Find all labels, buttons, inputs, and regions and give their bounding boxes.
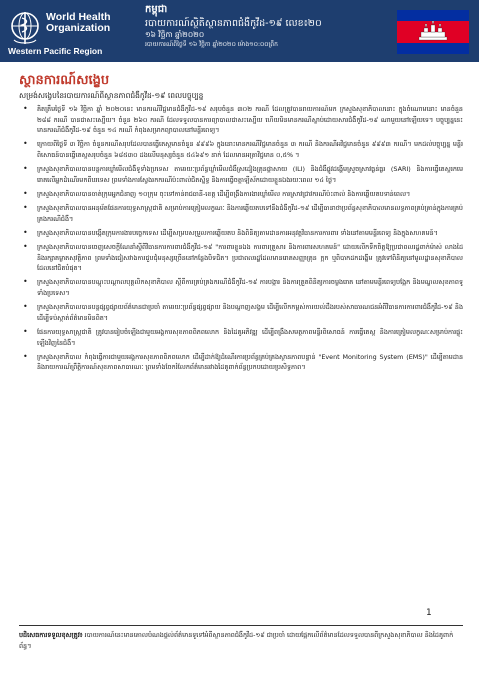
bullet-item: • ក្រសួងសុខាភិបាលបានចាត់ក្រុមអ្នកជំនាញ ១០ក្រុម ចុះទៅកាន់រាជធានី-ខេត្ត ដើម្បីពង្រឹងការងារឃ្លាំមើល ការស្រាវជ្រាវករណីប៉ះពាល់ និងការឆ្លើយតបទាន់ពេល។ <box>19 189 463 200</box>
report-date: ១៦ វិច្ឆិកា ឆ្នាំ២០២០ <box>145 30 205 39</box>
report-period: របាយការណ៍ពីថ្ងៃទី ១៦ វិច្ឆិកា ឆ្នាំ២០២០ ម៉ោង១០:០០ព្រឹក <box>145 41 278 48</box>
header-text <box>145 4 390 50</box>
section-subtitle: សម្រង់សង្ខេបនៃរបាយការណ៍ពីស្ថានភាពជំងឺកូវីដ-១៩ ពេលបច្ចុប្បន្ន <box>19 91 204 100</box>
country-name: កម្ពុជា <box>145 4 168 15</box>
who-emblem-icon <box>8 10 42 48</box>
cambodia-flag-icon <box>397 10 469 54</box>
bullet-item: • ក្រសួងសុខាភិបាលបានបន្តការឃ្លាំមើលជំងឺទូទាំងប្រទេស តាមរយៈប្រព័ន្ធឃ្លាំមើលជំងឺស្រដៀងគ្រុនផ្តាសាយ (ILI) និងជំងឺផ្លូវដង្ហើមស្រួចស្រាវធ្ងន់ធ្ងរ (SARI) និងការធ្វើតេស្តរកមេរោគលើអ្នកដំណើរមកពីបរទេស ព្រមទាំងការស្វែងរកករណីប៉ះពាល់ជិតស្និទ្ធ និងការធ្វើចត្តាឡីស័កដោយខ្លួនឯងរយៈពេល ១៤ ថ្ងៃ។ <box>19 164 463 185</box>
report-title: របាយការណ៍ស្ថិតិស្ថានភាពជំងឺកូវីដ-១៩ លេខ៖២០ <box>145 18 322 29</box>
page-number: 1 <box>426 608 432 618</box>
bullet-item: • ក្រោយពីថ្ងៃទី ៣ វិច្ឆិកា ចំនួនករណីសរុបដែលបានធ្វើតេស្តមានចំនួន ៩៩៩៦ ក្នុងនោះមានករណីវិជ្ជមានចំនួន ៣ ករណី និងករណីអវិជ្ជមានចំនួន ៩៩៩៣ ករណី។ មកដល់បច្ចុប្បន្ន មន្ទីរពិសោធន៍បានធ្វើតេស្តសរុបចំនួន ៦៨៥៣០ ដងលើមនុស្សចំនួន ៥៤៦៩១ នាក់ ដែលមានអត្រាវិជ្ជមាន ០,៥% ។ <box>19 139 463 160</box>
footer-divider <box>19 625 463 626</box>
report-header <box>0 0 479 62</box>
bullet-item: • ក្រសួងសុខាភិបាល កំពុងធ្វើការជាមួយអង្គការសុខភាពពិភពលោក ដើម្បីដាក់ឱ្យដំណើរការប្រព័ន្ធគ្រប់គ្រងស្ថានភាពបន្ទាន់ "Event Monitoring System (EMS)" ដើម្បីតាមដាន និងរាយការណ៍ព្រឹត្តិការណ៍សុខភាពសាធារណៈ ព្រមទាំងចែករំលែកព័ត៌មានរវាងដៃគូពាក់ព័ន្ធប្រកបដោយប្រសិទ្ធភាព។ <box>19 352 463 373</box>
bullet-item: • គិតត្រឹមថ្ងៃទី ១៦ វិច្ឆិកា ឆ្នាំ ២០២០នេះ មានករណីវិជ្ជមានជំងឺកូវីដ-១៩ សរុបចំនួន ៣០២ ករណី ដែលត្រូវបានរាយការណ៍មក ក្រសួងសុខាភិបាលនោះ ក្នុងចំណោមនោះ មានចំនួន ២៨៨ ករណី បានជាសះស្បើយ។ ចំនួន ២៦០ ករណី ដែលទទួលបានការព្យាបាលជាសះស្បើយ ហើយមិនមានករណីស្លាប់ដោយសារជំងឺកូវីដ-១៩ ណាមួយនៅឡើយទេ។ បច្ចុប្បន្ននេះ មានករណីជំងឺកូវីដ-១៩ ចំនួន ១៤ ករណី កំពុងសម្រាកព្យាបាលនៅមន្ទីរពេទ្យ។ <box>19 104 463 136</box>
disclaimer-text: របាយការណ៍នេះមានគោលបំណងផ្តល់ព័ត៌មានទូទៅអំពីស្ថានភាពជំងឺកូវីដ-១៩ ជាប្រចាំ ដោយផ្អែកលើព័ត៌មានដែលទទួលបានពីក្រសួងសុខាភិបាល និងដៃគូពាក់ព័ន្ធ។ <box>19 631 454 650</box>
bullet-item: • ក្រសួងសុខាភិបាលបានបន្តផ្សព្វផ្សាយព័ត៌មានជាប្រចាំ តាមរយៈប្រព័ន្ធផ្សព្វផ្សាយ និងបណ្តាញសង្គម ដើម្បីលើកកម្ពស់ការយល់ដឹងរបស់សាធារណជនអំពីវិធានការការពារជំងឺកូវីដ-១៩ និងដើម្បីទប់ស្កាត់ព័ត៌មានមិនពិត។ <box>19 302 463 323</box>
footer-disclaimer <box>19 630 463 651</box>
logo-region: Western Pacific Region <box>8 46 103 56</box>
section-title: ស្ថានការណ៍សង្ខេប <box>19 73 110 88</box>
logo-line-1: World Health <box>46 11 111 23</box>
bullet-item: • ផែនការយុទ្ធសាស្ត្រជាតិ ត្រូវបានរៀបចំឡើងជាមួយអង្គការសុខភាពពិភពលោក និងដៃគូអភិវឌ្ឍ ដើម្បីពង្រឹងសមត្ថភាពមន្ទីរពិសោធន៍ ការធ្វើតេស្ត និងការត្រៀមលក្ខណៈសម្រាប់ការផ្ទុះឡើងវិញនៃជំងឺ។ <box>19 327 463 348</box>
bullet-item: • ក្រសួងសុខាភិបាលបានបណ្តុះបណ្តាលបុគ្គលិកសុខាភិបាល ស្តីពីការគ្រប់គ្រងករណីជំងឺកូវីដ-១៩ ការបង្ការ និងការត្រួតពិនិត្យការចម្លងរោគ នៅតាមមន្ទីរពេទ្យបង្អែក និងមណ្ឌលសុខភាពទូទាំងប្រទេស។ <box>19 277 463 298</box>
who-logo <box>8 8 140 54</box>
bullet-item: • ក្រសួងសុខាភិបាលបានអនុម័តផែនការយុទ្ធសាស្ត្រជាតិ សម្រាប់ការត្រៀមលក្ខណៈ និងការឆ្លើយតបទៅនឹងជំងឺកូវីដ-១៩ ដើម្បីធានាថាប្រព័ន្ធសុខាភិបាលមានលទ្ធភាពគ្រប់គ្រាន់ក្នុងការគ្រប់គ្រងករណីជំងឺ។ <box>19 203 463 224</box>
logo-line-2: Organization <box>46 22 111 34</box>
bullet-item: • ក្រសួងសុខាភិបាលបានបង្កើតក្រុមការងារបច្ចេកទេស ដើម្បីសម្របសម្រួលការឆ្លើយតប និងពិនិត្យតាមដានការអនុវត្តវិធានការការពារ ទាំងនៅតាមមន្ទីរពេទ្យ និងក្នុងសហគមន៍។ <box>19 228 463 239</box>
bullet-item: • ក្រសួងសុខាភិបាលបានចេញសេចក្តីណែនាំស្តីពីវិធានការការពារជំងឺកូវីដ-១៩ "ការពារខ្លួនឯង ការពារគ្រួសារ និងការពារសហគមន៍" ដោយលើកទឹកចិត្តឱ្យប្រជាពលរដ្ឋពាក់ម៉ាស់ លាងដៃ និងរក្សាគម្លាតសុវត្ថិភាព ព្រមទាំងជៀសវាងការជួបជុំមនុស្សច្រើននៅកន្លែងបិទជិត។ ប្រជាពលរដ្ឋដែលមានរោគសញ្ញាគ្រុន ក្អក ឬពិបាកដកដង្ហើម ត្រូវទៅពិនិត្យនៅមូលដ្ឋានសុខាភិបាលដែលនៅជិតបំផុត។ <box>19 242 463 274</box>
disclaimer-label: បដិសេធការទទួលខុសត្រូវ៖ <box>19 631 83 639</box>
situation-bullet-list <box>19 104 463 377</box>
